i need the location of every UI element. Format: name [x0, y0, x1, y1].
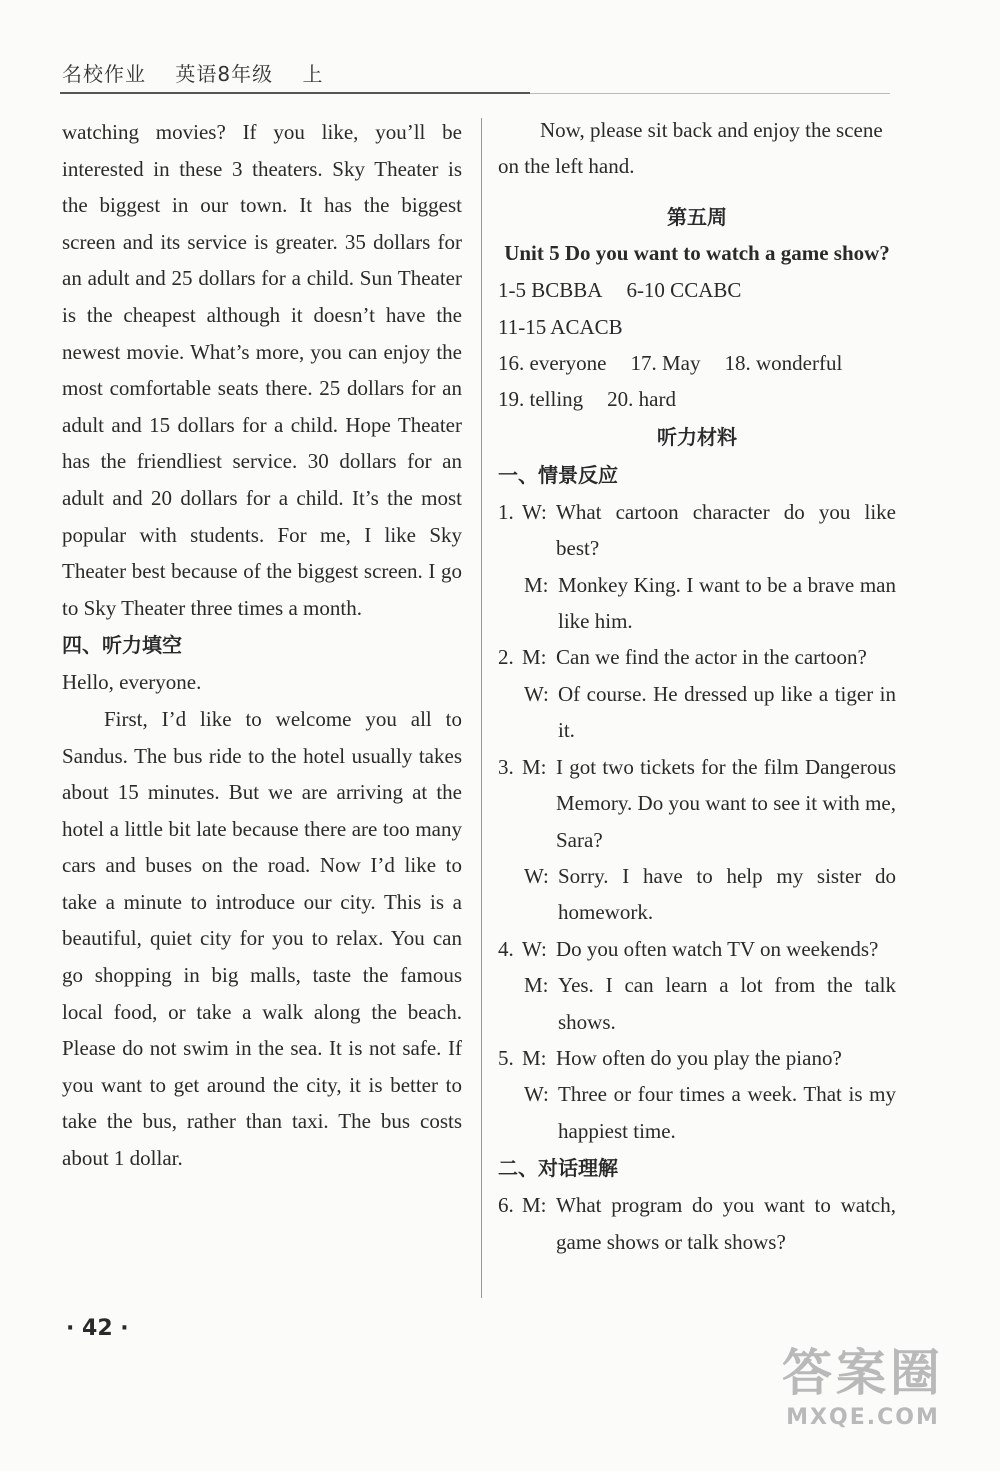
answer-6-10: 6-10 CCABC — [626, 278, 742, 303]
dialogue-line: Can we find the actor in the cartoon? — [556, 645, 867, 670]
answer-1-5: 1-5 BCBBA — [498, 278, 603, 303]
listening-title: 听力材料 — [657, 424, 737, 449]
dialogue-line: Yes. I can learn a lot from the talk shows. — [558, 973, 896, 1034]
speaker: W: — [524, 863, 549, 888]
dialogue-number: 2. — [498, 645, 514, 670]
dialogue-line: I got two tickets for the film Dangerous Memory. Do you want to see it with me, Sara? — [556, 754, 896, 852]
answers-row-1 — [498, 272, 896, 308]
dialogue-number: 1. — [498, 499, 514, 524]
page-number: · 42 · — [66, 1316, 129, 1341]
dialogue-1 — [498, 494, 896, 640]
dialogue-number: 4. — [498, 936, 514, 961]
watermark-url: MXQE.COM — [786, 1405, 940, 1430]
part1-heading: 一、情景反应 — [498, 462, 618, 487]
part2-heading: 二、对话理解 — [498, 1156, 618, 1181]
speaker: W: — [522, 936, 547, 961]
watermark-logo — [748, 1341, 978, 1451]
speaker: M: — [522, 754, 547, 779]
speaker: M: — [524, 572, 549, 597]
answers-row-2 — [498, 309, 896, 345]
dialogue-line: Do you often watch TV on weekends? — [556, 936, 879, 961]
answers-row-4 — [498, 381, 896, 417]
dialogue-line: Monkey King. I want to be a brave man like him. — [558, 572, 896, 634]
speaker: M: — [524, 973, 549, 998]
header-rule — [60, 92, 530, 94]
dialogue-number: 5. — [498, 1045, 514, 1070]
dialogue-line: How often do you play the piano? — [556, 1045, 842, 1070]
section4-heading: 四、听力填空 — [62, 633, 182, 658]
section4-body: First, I’d like to welcome you all to Sandus. The bus ride to the hotel usually takes about 15 minutes. But we are arriving at the hotel a little bit late because there are too many cars and buses on the road. Now I’d like to take a minute to introduce our city. This is a beautiful, quiet city for you to relax. You can go shopping in big malls, taste the famous local food, or take a walk along the beach. Please do not swim in the sea. It is not safe. If you want to get around the city, it is better to take the bus, rather than taxi. The bus costs about 1 dollar. — [62, 706, 462, 1171]
answer-16: 16. everyone — [498, 351, 607, 376]
right-intro: Now, please sit back and enjoy the scene on the left hand. — [498, 118, 883, 179]
speaker: W: — [522, 499, 547, 524]
header-rule-thin — [530, 93, 890, 94]
answer-11-15: 11-15 ACACB — [498, 314, 623, 339]
dialogue-4 — [498, 931, 896, 1040]
book-name: 名校作业 — [62, 62, 146, 86]
dialogue-number: 6. — [498, 1193, 514, 1218]
left-paragraph: watching movies? If you like, you’ll be interested in these 3 theaters. Sky Theater is the biggest in our town. It has the biggest screen and its service is greater. 35 dollars for an adult and 25 dollars for a child. Sun Theater is the cheapest although it doesn’t have the newest movie. What’s more, you can enjoy the most comfortable seats there. 25 dollars for an adult and 15 dollars for a child. Hope Theater has the friendliest service. 30 dollars for an adult and 20 dollars for a child. It’s the most popular with students. For me, I like Sky Theater best because of the biggest screen. I go to Sky Theater three times a month. — [62, 120, 462, 620]
answer-17: 17. May — [630, 351, 701, 376]
dialogue-number: 3. — [498, 754, 514, 779]
volume: 上 — [302, 62, 324, 86]
answer-18: 18. wonderful — [724, 351, 843, 376]
answers-row-3 — [498, 345, 896, 381]
column-divider — [481, 118, 482, 1298]
week-heading: 第五周 — [667, 204, 727, 229]
watermark-text: 答案圈 — [782, 1344, 944, 1402]
dialogue-line: What program do you want to watch, game shows or talk shows? — [556, 1193, 896, 1254]
subject-grade: 英语8年级 — [175, 62, 274, 86]
speaker: M: — [522, 645, 547, 670]
dialogue-line: Of course. He dressed up like a tiger in it. — [558, 681, 896, 743]
dialogue-6 — [498, 1187, 896, 1260]
dialogue-line: Sorry. I have to help my sister do homework. — [558, 863, 896, 925]
running-header — [62, 58, 345, 87]
answer-20: 20. hard — [607, 387, 676, 412]
right-column — [498, 112, 896, 1260]
speaker: W: — [524, 1082, 549, 1107]
speaker: M: — [522, 1045, 547, 1070]
left-column — [62, 114, 462, 1177]
dialogue-line: Three or four times a week. That is my happiest time. — [558, 1082, 896, 1143]
speaker: M: — [522, 1193, 547, 1218]
dialogue-2 — [498, 639, 896, 748]
dialogue-line: What cartoon character do you like best? — [556, 499, 896, 561]
section4-greeting: Hello, everyone. — [62, 670, 202, 695]
dialogue-3 — [498, 749, 896, 931]
answer-19: 19. telling — [498, 387, 584, 412]
unit-title: Unit 5 Do you want to watch a game show? — [504, 241, 890, 266]
dialogue-5 — [498, 1040, 896, 1149]
speaker: W: — [524, 681, 549, 706]
